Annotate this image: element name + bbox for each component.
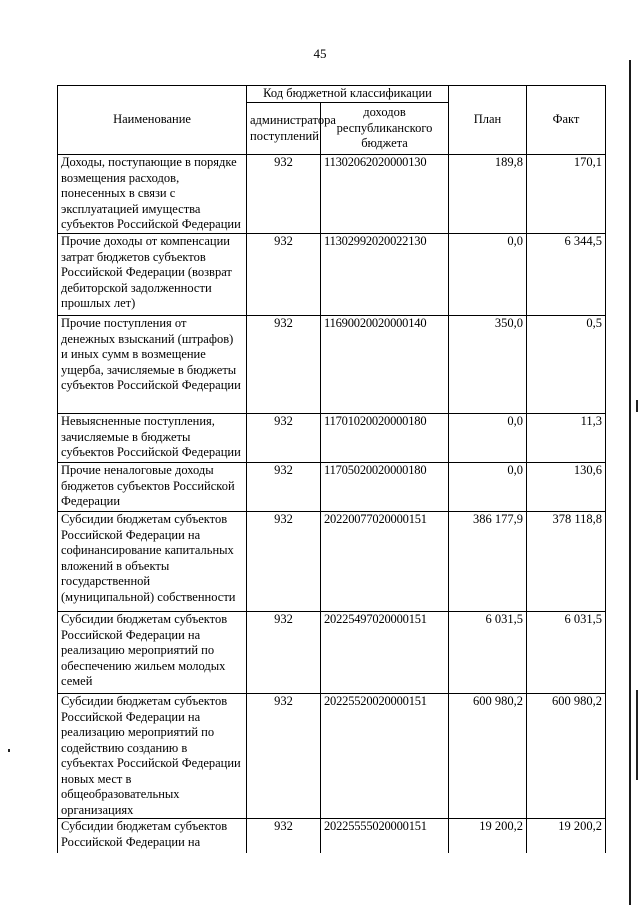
row-admin-code: 932 xyxy=(247,819,321,853)
row-admin-code: 932 xyxy=(247,414,321,463)
table-row xyxy=(58,155,606,234)
row-name: Прочие неналоговые доходы бюджетов субъектов Российской Федерации xyxy=(58,463,247,512)
row-name: Доходы, поступающие в порядке возмещения расходов, понесенных в связи с эксплуатацией имущества субъектов Российской Федерации xyxy=(58,155,247,234)
row-fact: 6 031,5 xyxy=(527,612,606,694)
row-income-code: 11701020020000180 xyxy=(321,414,449,463)
table-row xyxy=(58,463,606,512)
row-income-code: 20225555020000151 xyxy=(321,819,449,853)
row-income-code: 20225497020000151 xyxy=(321,612,449,694)
row-plan: 350,0 xyxy=(449,316,527,414)
table-row xyxy=(58,414,606,463)
header-fact: Факт xyxy=(527,86,606,155)
row-name: Невыясненные поступления, зачисляемые в бюджеты субъектов Российской Федерации xyxy=(58,414,247,463)
row-plan: 0,0 xyxy=(449,463,527,512)
header-admin: администратора поступлений xyxy=(247,103,321,155)
row-plan: 0,0 xyxy=(449,414,527,463)
scan-edge-mark xyxy=(636,690,638,780)
table-row xyxy=(58,512,606,612)
table-row xyxy=(58,316,606,414)
table-row xyxy=(58,694,606,819)
page-number: 45 xyxy=(313,46,327,61)
row-name: Прочие доходы от компенсации затрат бюджетов субъектов Российской Федерации (возврат дебиторской задолженности прошлых лет) xyxy=(58,234,247,316)
row-fact: 170,1 xyxy=(527,155,606,234)
row-admin-code: 932 xyxy=(247,316,321,414)
table-row xyxy=(58,234,606,316)
row-plan: 19 200,2 xyxy=(449,819,527,853)
scan-edge-line xyxy=(629,60,631,905)
row-fact: 6 344,5 xyxy=(527,234,606,316)
header-name: Наименование xyxy=(58,86,247,155)
row-fact: 378 118,8 xyxy=(527,512,606,612)
table-row xyxy=(58,819,606,853)
row-plan: 386 177,9 xyxy=(449,512,527,612)
row-name: Субсидии бюджетам субъектов Российской Федерации на xyxy=(58,819,247,853)
row-name: Субсидии бюджетам субъектов Российской Федерации на софинансирование капитальных вложений в объекты государственной (муниципальной) собственности xyxy=(58,512,247,612)
scan-speck xyxy=(8,749,10,752)
row-name: Субсидии бюджетам субъектов Российской Федерации на реализацию мероприятий по содействию созданию в субъектах Российской Федерации новых мест в общеобразовательных организациях xyxy=(58,694,247,819)
row-income-code: 20225520020000151 xyxy=(321,694,449,819)
row-fact: 19 200,2 xyxy=(527,819,606,853)
table-row xyxy=(58,612,606,694)
row-plan: 6 031,5 xyxy=(449,612,527,694)
row-fact: 0,5 xyxy=(527,316,606,414)
row-name: Прочие поступления от денежных взысканий (штрафов) и иных сумм в возмещение ущерба, зачисляемые в бюджеты субъектов Российской Федерации xyxy=(58,316,247,414)
row-fact: 11,3 xyxy=(527,414,606,463)
header-plan: План xyxy=(449,86,527,155)
row-income-code: 11302992020022130 xyxy=(321,234,449,316)
row-admin-code: 932 xyxy=(247,612,321,694)
row-plan: 0,0 xyxy=(449,234,527,316)
row-plan: 189,8 xyxy=(449,155,527,234)
row-fact: 600 980,2 xyxy=(527,694,606,819)
row-income-code: 20220077020000151 xyxy=(321,512,449,612)
row-name: Субсидии бюджетам субъектов Российской Федерации на реализацию мероприятий по обеспечению жильем молодых семей xyxy=(58,612,247,694)
row-admin-code: 932 xyxy=(247,694,321,819)
row-admin-code: 932 xyxy=(247,512,321,612)
scan-edge-mark xyxy=(636,400,638,412)
header-code-group: Код бюджетной классификации xyxy=(247,86,449,103)
row-admin-code: 932 xyxy=(247,155,321,234)
row-plan: 600 980,2 xyxy=(449,694,527,819)
row-income-code: 11302062020000130 xyxy=(321,155,449,234)
row-fact: 130,6 xyxy=(527,463,606,512)
row-income-code: 11690020020000140 xyxy=(321,316,449,414)
header-income: доходов республиканского бюджета xyxy=(321,103,449,155)
row-admin-code: 932 xyxy=(247,234,321,316)
row-income-code: 11705020020000180 xyxy=(321,463,449,512)
row-admin-code: 932 xyxy=(247,463,321,512)
budget-revenue-table xyxy=(57,85,606,853)
